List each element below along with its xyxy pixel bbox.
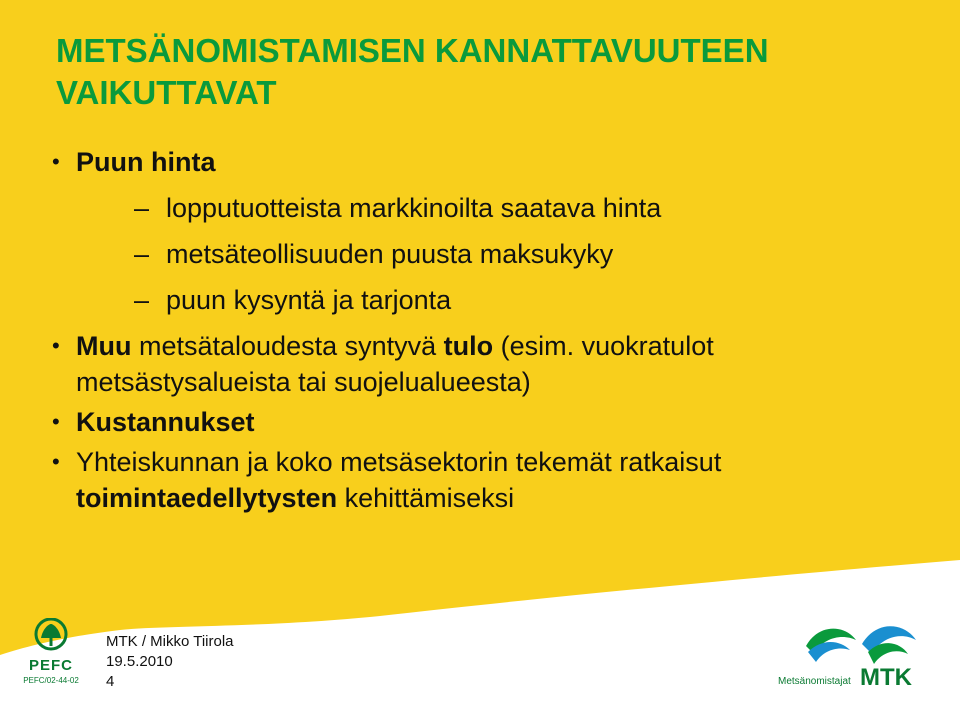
bullet-dot: • bbox=[52, 449, 60, 474]
mtk-wordmark: MTK bbox=[860, 664, 912, 691]
dash: – bbox=[134, 193, 150, 223]
bullet-dot: • bbox=[52, 333, 60, 358]
mtk-caption: Metsänomistajat bbox=[778, 676, 851, 687]
footer bbox=[106, 632, 234, 692]
sub-item: – metsäteollisuuden puusta maksukyky bbox=[52, 236, 932, 272]
dash: – bbox=[134, 285, 150, 315]
pefc-logo bbox=[22, 618, 80, 685]
dash: – bbox=[134, 239, 150, 269]
bullet-puun-hinta: • Puun hinta bbox=[52, 144, 932, 180]
pefc-wordmark: PEFC bbox=[28, 657, 73, 674]
footer-date: 19.5.2010 bbox=[106, 653, 173, 670]
slide-title: METSÄNOMISTAMISEN KANNATTAVUUTEEN VAIKUTTAVAT bbox=[56, 32, 769, 111]
sub-item: – lopputuotteista markkinoilta saatava hinta bbox=[52, 190, 932, 226]
sub-item: – puun kysyntä ja tarjonta bbox=[52, 282, 932, 318]
page-number: 4 bbox=[106, 673, 115, 690]
bullet-dot: • bbox=[52, 149, 60, 174]
pefc-tree-icon bbox=[29, 618, 73, 652]
bullet-muu-tulo: • Muu metsätaloudesta syntyvä tulo (esim. vuokratulot metsästysalueista tai suojelualueesta) bbox=[52, 328, 932, 400]
bullet-dot: • bbox=[52, 409, 60, 434]
bullet-list bbox=[52, 144, 932, 516]
pefc-code: PEFC/02-44-02 bbox=[23, 676, 79, 685]
bullet-yhteiskunta: • Yhteiskunnan ja koko metsäsektorin tekemät ratkaisut toimintaedellytysten kehittämiseksi bbox=[52, 444, 932, 516]
bullet-kustannukset: • Kustannukset bbox=[52, 404, 932, 440]
footer-author: MTK / Mikko Tiirola bbox=[106, 633, 234, 650]
